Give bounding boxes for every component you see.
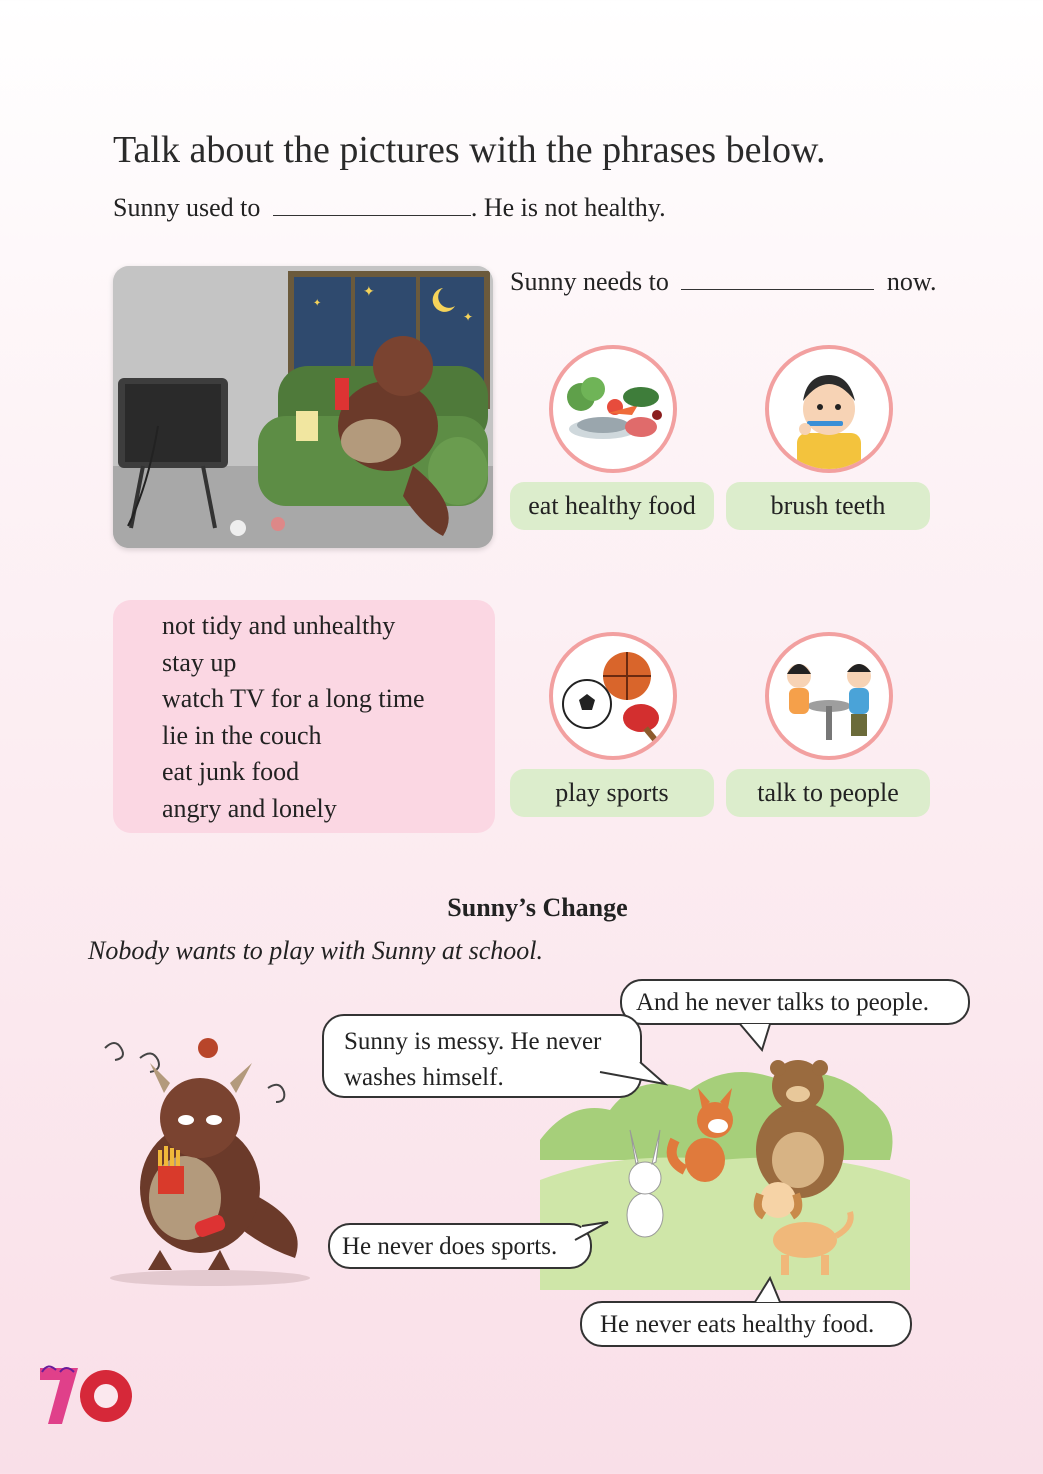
page-number-art (36, 1362, 136, 1428)
sentence-used-to-start: Sunny used to (113, 193, 261, 222)
phrase-item: lie in the couch (162, 720, 322, 750)
story-subtitle: Nobody wants to play with Sunny at school. (88, 936, 543, 965)
option-brush-teeth[interactable]: brush teeth (726, 482, 930, 530)
page-number (36, 1362, 136, 1428)
sentence-needs-to-end: now. (886, 267, 937, 296)
svg-text:✦: ✦ (463, 310, 474, 324)
speech-bubble-never-sports: He never does sports. (328, 1223, 592, 1269)
option-talk-to-people[interactable]: talk to people (726, 769, 930, 817)
svg-text:✦: ✦ (363, 285, 375, 300)
sentence-used-to-end: . He is not healthy. (470, 193, 666, 222)
option-play-sports[interactable]: play sports (510, 769, 714, 817)
speech-bubble-messy-line2: washes himself. (344, 1064, 504, 1091)
phrase-item: not tidy and unhealthy (162, 611, 396, 640)
speech-bubble-messy-line1: Sunny is messy. He never (344, 1028, 602, 1055)
phrase-item: watch TV for a long time (162, 684, 425, 713)
phrase-item: angry and lonely (162, 793, 337, 823)
option-eat-healthy-food[interactable]: eat healthy food (510, 482, 714, 530)
phrase-item: eat junk food (162, 757, 300, 786)
sentence-needs-to-start: Sunny needs to (510, 267, 669, 296)
phrase-item: stay up (162, 647, 237, 677)
exercise-heading: Talk about the pictures with the phrases below. (113, 129, 826, 171)
svg-text:✦: ✦ (313, 298, 322, 309)
speech-bubble-never-talks: And he never talks to people. (620, 979, 970, 1025)
story-title: Sunny’s Change (447, 893, 628, 922)
speech-bubble-never-healthy-food: He never eats healthy food. (580, 1301, 912, 1347)
